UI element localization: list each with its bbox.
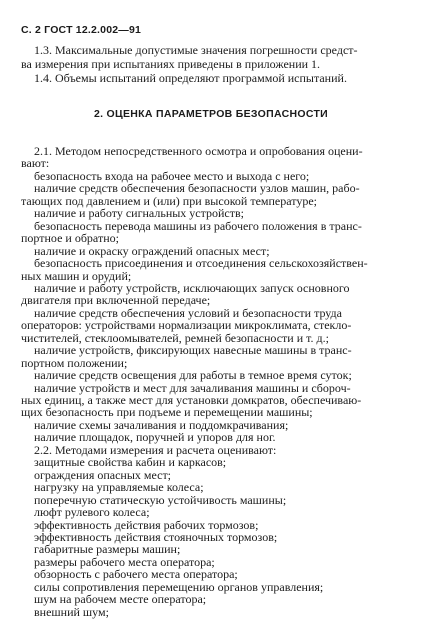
text-line: безопасность перевода машины из рабочего положения в транс- xyxy=(34,218,362,233)
text-line: наличие устройств и мест для зачаливания машины и сбороч- xyxy=(34,380,351,395)
text-line: операторов: устройствами нормализации микроклимата, стекло- xyxy=(21,318,352,333)
text-line: защитные свойства кабин и каркасов; xyxy=(34,455,227,470)
text-line: наличие и работу сигнальных устройств; xyxy=(34,206,245,221)
text-line: ных машин и орудий; xyxy=(21,268,132,283)
text-line: шум на рабочем месте оператора; xyxy=(34,592,207,607)
text-line: ограждения опасных мест; xyxy=(34,467,172,482)
page-header: С. 2 ГОСТ 12.2.002—91 xyxy=(21,24,142,36)
text-line: двигателя при включенной передаче; xyxy=(21,293,211,308)
text-line: чистителей, стеклоомывателей, ремней безопасности и т. д.; xyxy=(21,330,329,345)
text-line: внешний шум; xyxy=(34,604,109,619)
text-line: 2.1. Методом непосредственного осмотра и опробования оцени- xyxy=(34,144,363,158)
text-line: обзорность с рабочего места оператора; xyxy=(34,567,238,582)
text-line: 2.2. Методами измерения и расчета оценивают: xyxy=(34,442,277,457)
text-line: размеры рабочего места оператора; xyxy=(34,554,215,569)
text-line: портное и обратно; xyxy=(21,231,119,246)
section-heading: 2. ОЦЕНКА ПАРАМЕТРОВ БЕЗОПАСНОСТИ xyxy=(93,108,329,120)
text-line: 1.4. Объемы испытаний определяют программой испытаний. xyxy=(34,71,347,85)
text-line: эффективность действия стояночных тормозов; xyxy=(34,530,278,544)
text-line: эффективность действия рабочих тормозов; xyxy=(34,517,259,532)
text-line: силы сопротивления перемещению органов управления; xyxy=(34,579,324,594)
text-line: щих безопасность при подъеме и перемещении машины; xyxy=(21,405,313,420)
text-line: габаритные размеры машин; xyxy=(34,542,181,557)
text-line: вают: xyxy=(21,156,50,171)
text-line: наличие средств обеспечения безопасности узлов машин, рабо- xyxy=(34,181,360,196)
text-line: безопасность входа на рабочее место и выхода с него; xyxy=(34,168,310,183)
text-line: наличие устройств, фиксирующих навесные машины в транс- xyxy=(34,343,352,358)
text-line: тающих под давлением и (или) при высокой температуре; xyxy=(21,193,318,208)
text-line: ва измерения при испытаниях приведены в приложении 1. xyxy=(21,57,321,71)
text-line: наличие и работу устройств, исключающих запуск основного xyxy=(34,280,350,295)
text-line: наличие средств освещения для работы в темное время суток; xyxy=(34,368,352,383)
text-line: поперечную статическую устойчивость машины; xyxy=(34,492,287,507)
text-line: нагрузку на управляемые колеса; xyxy=(34,480,204,495)
text-line: безопасность присоединения и отсоединения сельскохозяйствен- xyxy=(34,256,368,271)
text-line: ных единиц, а также мест для установки домкратов, обеспечиваю- xyxy=(21,393,362,407)
text-line: наличие и окраску ограждений опасных мест; xyxy=(34,243,270,258)
text-line: 1.3. Максимальные допустимые значения погрешности средст- xyxy=(34,43,358,57)
text-line: наличие средств обеспечения условий и безопасности труда xyxy=(34,305,342,320)
text-line: люфт рулевого колеса; xyxy=(34,505,150,519)
text-line: портном положении; xyxy=(21,355,128,370)
text-line: наличие площадок, поручней и упоров для ног. xyxy=(34,430,276,445)
text-line: наличие схемы зачаливания и поддомкрачивания; xyxy=(34,417,289,432)
